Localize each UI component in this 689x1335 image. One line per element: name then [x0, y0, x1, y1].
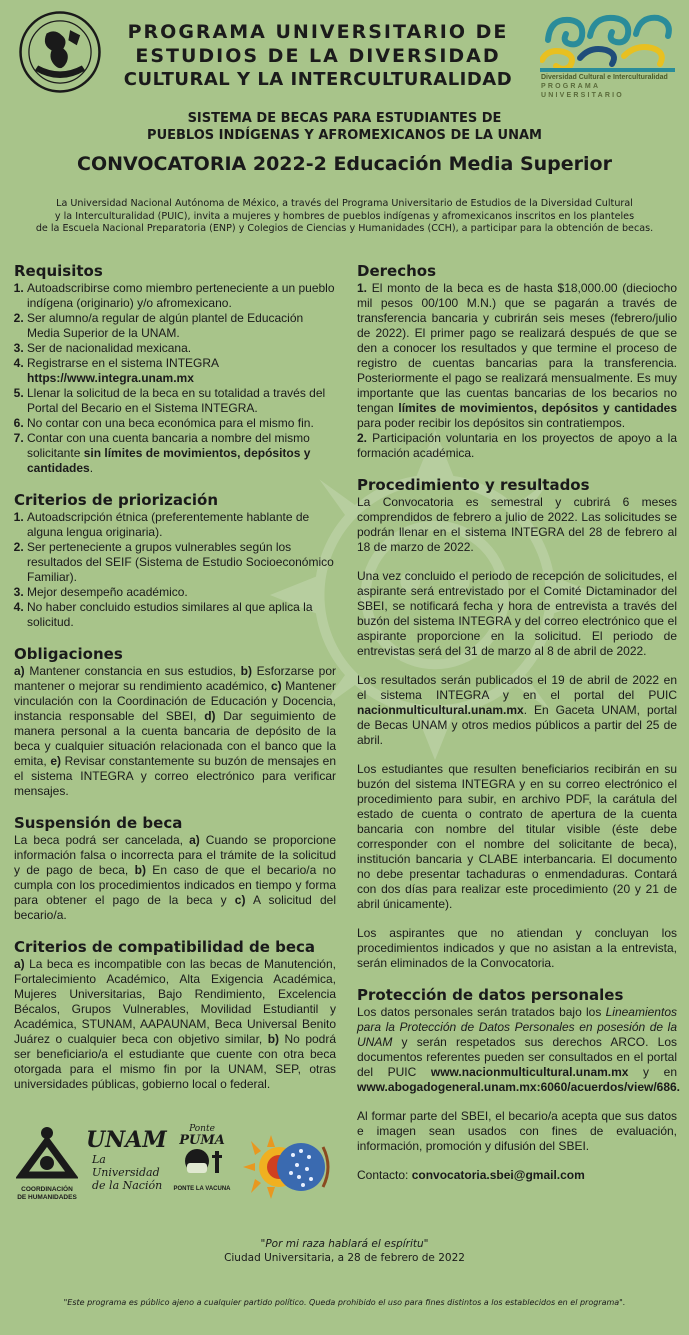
closing	[0, 1237, 689, 1265]
procedimiento-paragraph-3: Los resultados serán publicados el 19 de abril de 2022 en el sistema INTEGRA y en el portal del PUIC nacionmulticultural.unam.mx. En Gaceta UNAM, portal de Becas UNAM y otros medios públicos a partir del 25 de abril.	[357, 673, 677, 747]
criterios-list	[14, 510, 336, 630]
puma-label: PONTE LA VACUNA	[173, 1186, 231, 1192]
program-title-line1: PROGRAMA UNIVERSITARIO DE	[127, 21, 509, 43]
list-item: 6. No contar con una beca económica para el mismo fin.	[27, 416, 336, 431]
program-title	[118, 20, 518, 92]
list-item: 2. Ser perteneciente a grupos vulnerables según los resultados del SEIF (Sistema de Estudio Socioeconómico Familiar).	[27, 540, 336, 585]
coord-label-line2: DE HUMANIDADES	[17, 1194, 77, 1201]
intro-line1: La Universidad Nacional Autónoma de México, a través del Programa Universitario de Estudios de la Diversidad Cultural	[56, 198, 633, 209]
contact-email-link[interactable]: convocatoria.sbei@gmail.com	[411, 1168, 585, 1182]
partner-logos	[16, 1125, 336, 1210]
list-item: 1. Autoadscripción étnica (preferentemente hablante de alguna lengua originaria).	[27, 510, 336, 540]
list-item: 3. Mejor desempeño académico.	[27, 585, 336, 600]
list-item: 4. No haber concluido estudios similares al que aplica la solicitud.	[27, 600, 336, 630]
derechos-item-2: 2. Participación voluntaria en los proyectos de apoyo a la formación académica.	[357, 431, 677, 460]
section-obligaciones	[14, 645, 336, 799]
section-suspension	[14, 814, 336, 923]
compatibilidad-text: a) La beca es incompatible con las becas de Manutención, Fortalecimiento Académico, Alta Exigencia Académica, Mujeres Universitarias, Bajo Rendimiento, Excelencia Bécalos, Grupos Vulnerables, Movilidad Estudiantil y Académica, STUNAM, AAPAUNAM, Beca Universal Benito Juárez o cualquier beca con objetivo similar, b) No podrá ser beneficiario/a el estudiante que cuente con otra beca otorgada para el mismo fin por la UNAM, SEP, otras universidades públicas, gobierno local o federal.	[14, 957, 337, 1091]
intro-line3: de la Escuela Nacional Preparatoria (ENP) y Colegios de Ciencias y Humanidades (CCH), a participar para la obtención de becas.	[35, 223, 654, 234]
suspension-heading: Suspensión de beca	[14, 814, 183, 832]
section-procedimiento	[357, 476, 677, 971]
intro-paragraph	[12, 198, 677, 236]
proteccion-paragraph-1: Los datos personales serán tratados bajo los Lineamientos para la Protección de Datos Personales en posesión de la UNAM y serán respetados sus derechos ARCO. Los documentos referentes pueden ser consultados en el portal del PUIC www.nacionmulticultural.unam.mx y en www.abogadogeneral.unam.mx:6060/acuerdos/view/686.	[357, 1005, 681, 1094]
derechos-item-1: 1. El monto de la beca es de hasta $18,000.00 (dieciocho mil pesos 00/100 M.N.) que se pagarán a través de transferencia bancaria y cubrirán seis meses (febrero/julio de 2022). El primer pago se realizará después de que se den a conocer los resultados y que termine el proceso de registro de cuentas bancarias para la transferencia. Posteriormente el pago se realizará mensualmente. Es muy importante que las cuentas bancarias de los becarios no tengan límites de movimientos, depósitos y cantidades para poder recibir los depósitos sin contratiempos.	[357, 281, 677, 430]
subtitle-line2: PUEBLOS INDÍGENAS Y AFROMEXICANOS DE LA UNAM	[147, 128, 542, 143]
compatibilidad-heading: Criterios de compatibilidad de beca	[14, 938, 316, 956]
puic-logo-caption	[541, 73, 681, 100]
list-item: 5. Llenar la solicitud de la beca en su totalidad a través del Portal del Becario en el Sistema INTEGRA.	[27, 386, 336, 416]
list-item: 1. Autoadscribirse como miembro perteneciente a un pueblo indígena (originario) y/o afromexicano.	[27, 281, 336, 311]
nacionmulticultural-link[interactable]: www.nacionmulticultural.unam.mx	[430, 1065, 629, 1079]
proteccion-heading: Protección de datos personales	[357, 986, 624, 1004]
procedimiento-paragraph-2: Una vez concluido el periodo de recepción de solicitudes, el aspirante será entrevistado por el Comité Dictaminador del SBEI, se notificará fecha y hora de entrevista a través del buzón del sistema INTEGRA y del correo electrónico que el aspirante proporcione en la solicitud. El periodo de entrevistas será del 31 de marzo al 8 de abril de 2022.	[357, 569, 677, 658]
left-column	[14, 262, 336, 1107]
puma-top2: PUMA	[179, 1133, 225, 1148]
convocatoria-title: CONVOCATORIA 2022-2 Educación Media Superior	[77, 153, 612, 175]
requisitos-list	[14, 281, 336, 476]
puic-portal-link[interactable]: nacionmulticultural.unam.mx	[357, 703, 524, 717]
footer-disclaimer: "Este programa es público ajeno a cualquier partido político. Queda prohibido el uso para fines distintos a los establecidos en el programa".	[63, 1298, 626, 1307]
abogadogeneral-link[interactable]: www.abogadogeneral.unam.mx:6060/acuerdos/view/686.	[357, 1080, 681, 1094]
puma-top: Ponte	[189, 1124, 215, 1134]
sun-moon-logo-icon	[241, 1127, 336, 1207]
procedimiento-paragraph-5: Los aspirantes que no atiendan y concluyan los procedimientos indicados y que no asistan a la entrevista, serán eliminados de la Convocatoria.	[357, 926, 677, 970]
criterios-heading: Criterios de priorización	[14, 491, 219, 509]
unam-script-line2: La Universidad	[92, 1153, 160, 1179]
section-derechos	[357, 262, 677, 461]
right-column	[357, 262, 681, 1198]
proteccion-paragraph-2: Al formar parte del SBEI, el becario/a acepta que sus datos e imagen sean usados con fines de evaluación, información, promoción y difusión del SBEI.	[357, 1109, 677, 1153]
list-item: 2. Ser alumno/a regular de algún plantel de Educación Media Superior de la UNAM.	[27, 311, 336, 341]
scholarship-system-title	[0, 110, 689, 144]
puic-caption-line2: PROGRAMA UNIVERSITARIO	[541, 83, 624, 99]
section-criterios-priorizacion	[14, 491, 336, 630]
puic-caption-line1: Diversidad Cultural e Interculturalidad	[541, 74, 668, 81]
coordinacion-humanidades-logo	[16, 1125, 78, 1210]
list-item: 4. Registrarse en el sistema INTEGRA https://www.integra.unam.mx	[27, 356, 336, 386]
unam-nacion-logo	[86, 1127, 166, 1197]
list-item: 7. Contar con una cuenta bancaria a nombre del mismo solicitante sin límites de movimientos, depósitos y cantidades.	[27, 431, 336, 476]
program-title-line3: CULTURAL Y LA INTERCULTURALIDAD	[123, 69, 513, 90]
ponte-puma-logo	[171, 1125, 233, 1210]
subtitle-line1: SISTEMA DE BECAS PARA ESTUDIANTES DE	[187, 111, 502, 126]
puma-mask-icon	[177, 1147, 227, 1181]
derechos-heading: Derechos	[357, 262, 436, 280]
program-title-line2: ESTUDIOS DE LA DIVERSIDAD	[135, 45, 501, 67]
intro-line2: y la Interculturalidad (PUIC), invita a mujeres y hombres de pueblos indígenas y afromexicanos inscritos en los planteles	[54, 210, 635, 222]
unam-seal-logo-icon	[18, 10, 102, 94]
section-compatibilidad	[14, 938, 336, 1092]
unam-script-line3: de la Nación	[92, 1179, 163, 1192]
procedimiento-paragraph-4: Los estudiantes que resulten beneficiarios recibirán en su buzón del sistema INTEGRA y en su correo electrónico el procedimiento para subir, en archivo PDF, la carátula del estado de cuenta o contrato de apertura de la cuenta bancaria con nombre del titular visible (éste debe corresponder con el nombre del solicitante de beca), institución bancaria y CLABE interbancaria. El documento no debe presentar tachaduras o enmendaduras. Contará con dos días para realizar este procedimiento (20 y 21 de abril únicamente).	[357, 762, 677, 911]
obligaciones-heading: Obligaciones	[14, 645, 123, 663]
puic-logo-icon	[540, 10, 675, 80]
motto: "Por mi raza hablará el espíritu"	[260, 1238, 429, 1250]
unam-script: UNAM	[86, 1127, 167, 1153]
section-proteccion-datos	[357, 986, 681, 1183]
suspension-text: La beca podrá ser cancelada, a) Cuando se proporcione información falsa o incorrecta para el trámite de la solicitud y de pago de beca, b) En caso de que el becario/a no cumpla con los procedimientos indicados en tiempo y forma para obtener el pago de la beca y c) A solicitud del becario/a.	[14, 833, 336, 922]
obligaciones-text: a) Mantener constancia en sus estudios, b) Esforzarse por mantener o mejorar su rendimiento académico, c) Mantener vinculación con la Coordinación de Educación y Docencia, instancia responsable del SBEI, d) Dar seguimiento de manera personal a la cuenta bancaria de depósito de la beca y cualquier situación relacionada con el banco que la emita, e) Revisar constantemente su buzón de mensajes en el sistema INTEGRA y correo electrónico para verificar mensajes.	[14, 664, 336, 798]
procedimiento-paragraph-1: La Convocatoria es semestral y cubrirá 6 meses comprendidos de febrero a julio de 2022. Las solicitudes se podrán llenar en el sistema INTEGRA del 28 de febrero al 18 de marzo de 2022.	[357, 495, 677, 554]
contact-line: Contacto: convocatoria.sbei@gmail.com	[357, 1168, 585, 1182]
coordinacion-humanidades-icon	[16, 1125, 78, 1181]
requisitos-heading: Requisitos	[14, 262, 103, 280]
procedimiento-heading: Procedimiento y resultados	[357, 476, 590, 494]
section-requisitos	[14, 262, 336, 476]
list-item: 3. Ser de nacionalidad mexicana.	[27, 341, 336, 356]
integra-link[interactable]: https://www.integra.unam.mx	[27, 371, 194, 385]
place-date: Ciudad Universitaria, a 28 de febrero de 2022	[224, 1252, 465, 1264]
coord-label-line1: COORDINACIÓN	[21, 1186, 73, 1193]
